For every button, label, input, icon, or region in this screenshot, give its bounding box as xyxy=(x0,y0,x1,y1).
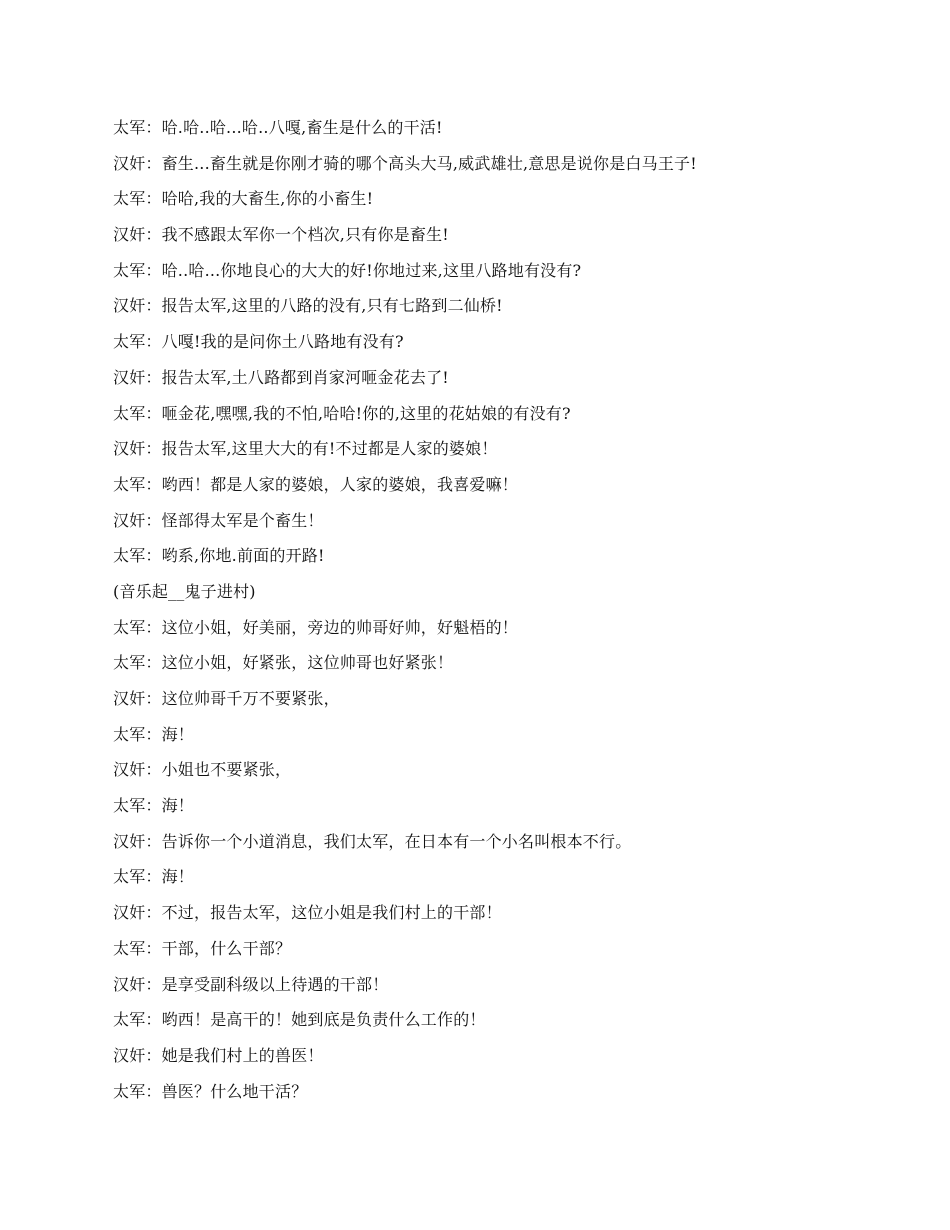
dialogue-line-19: 汉奸：小姐也不要紧张， xyxy=(113,760,292,780)
dialogue-line-1: 太军：哈.哈..哈...哈..八嘎,畜生是什么的干活! xyxy=(113,118,443,137)
dialogue-line-10: 汉奸：报告太军,这里大大的有!不过都是人家的婆娘！ xyxy=(113,439,498,459)
dialogue-line-7: 太军：八嘎!我的是问你土八路地有没有? xyxy=(113,332,404,352)
dialogue-line-11: 太军：哟西！都是人家的婆娘，人家的婆娘，我喜爱嘛！ xyxy=(113,474,519,494)
dialogue-line-8: 汉奸：报告太军,土八路都到肖家河咂金花去了! xyxy=(113,367,449,387)
dialogue-line-18: 太军：海！ xyxy=(113,724,195,744)
dialogue-line-16: 太军：这位小姐，好紧张，这位帅哥也好紧张！ xyxy=(113,653,454,673)
dialogue-line-24: 太军：干部，什么干部？ xyxy=(113,938,292,958)
dialogue-line-12: 汉奸：怪部得太军是个畜生！ xyxy=(113,510,324,530)
dialogue-line-6: 汉奸：报告太军,这里的八路的没有,只有七路到二仙桥! xyxy=(113,296,503,316)
dialogue-line-9: 太军：咂金花,嘿嘿,我的不怕,哈哈!你的,这里的花姑娘的有没有? xyxy=(113,403,571,423)
dialogue-line-22: 太军：海！ xyxy=(113,867,195,887)
dialogue-line-28: 太军：兽医？什么地干活？ xyxy=(113,1081,308,1101)
dialogue-line-2: 汉奸：畜生...畜生就是你刚才骑的哪个高头大马,威武雄壮,意思是说你是白马王子! xyxy=(113,153,697,173)
dialogue-text xyxy=(113,110,893,1109)
dialogue-line-27: 汉奸：她是我们村上的兽医！ xyxy=(113,1045,324,1065)
dialogue-line-23: 汉奸：不过，报告太军，这位小姐是我们村上的干部！ xyxy=(113,903,502,923)
dialogue-line-15: 太军：这位小姐，好美丽，旁边的帅哥好帅，好魁梧的！ xyxy=(113,617,519,637)
stage-direction: (音乐起__鬼子进村) xyxy=(113,581,256,601)
dialogue-line-25: 汉奸：是享受副科级以上待遇的干部！ xyxy=(113,974,389,994)
dialogue-line-4: 汉奸：我不感跟太军你一个档次,只有你是畜生! xyxy=(113,225,449,245)
dialogue-line-17: 汉奸：这位帅哥千万不要紧张， xyxy=(113,689,340,708)
dialogue-line-21: 汉奸：告诉你一个小道消息，我们太军，在日本有一个小名叫根本不行。 xyxy=(113,831,632,851)
dialogue-line-13: 太军：哟系,你地.前面的开路! xyxy=(113,546,325,566)
dialogue-line-3: 太军：哈哈,我的大畜生,你的小畜生! xyxy=(113,189,374,209)
dialogue-line-26: 太军：哟西！是高干的！她到底是负责什么工作的！ xyxy=(113,1010,486,1030)
dialogue-line-20: 太军：海！ xyxy=(113,796,195,816)
dialogue-line-5: 太军：哈..哈...你地良心的大大的好!你地过来,这里八路地有没有? xyxy=(113,260,582,280)
